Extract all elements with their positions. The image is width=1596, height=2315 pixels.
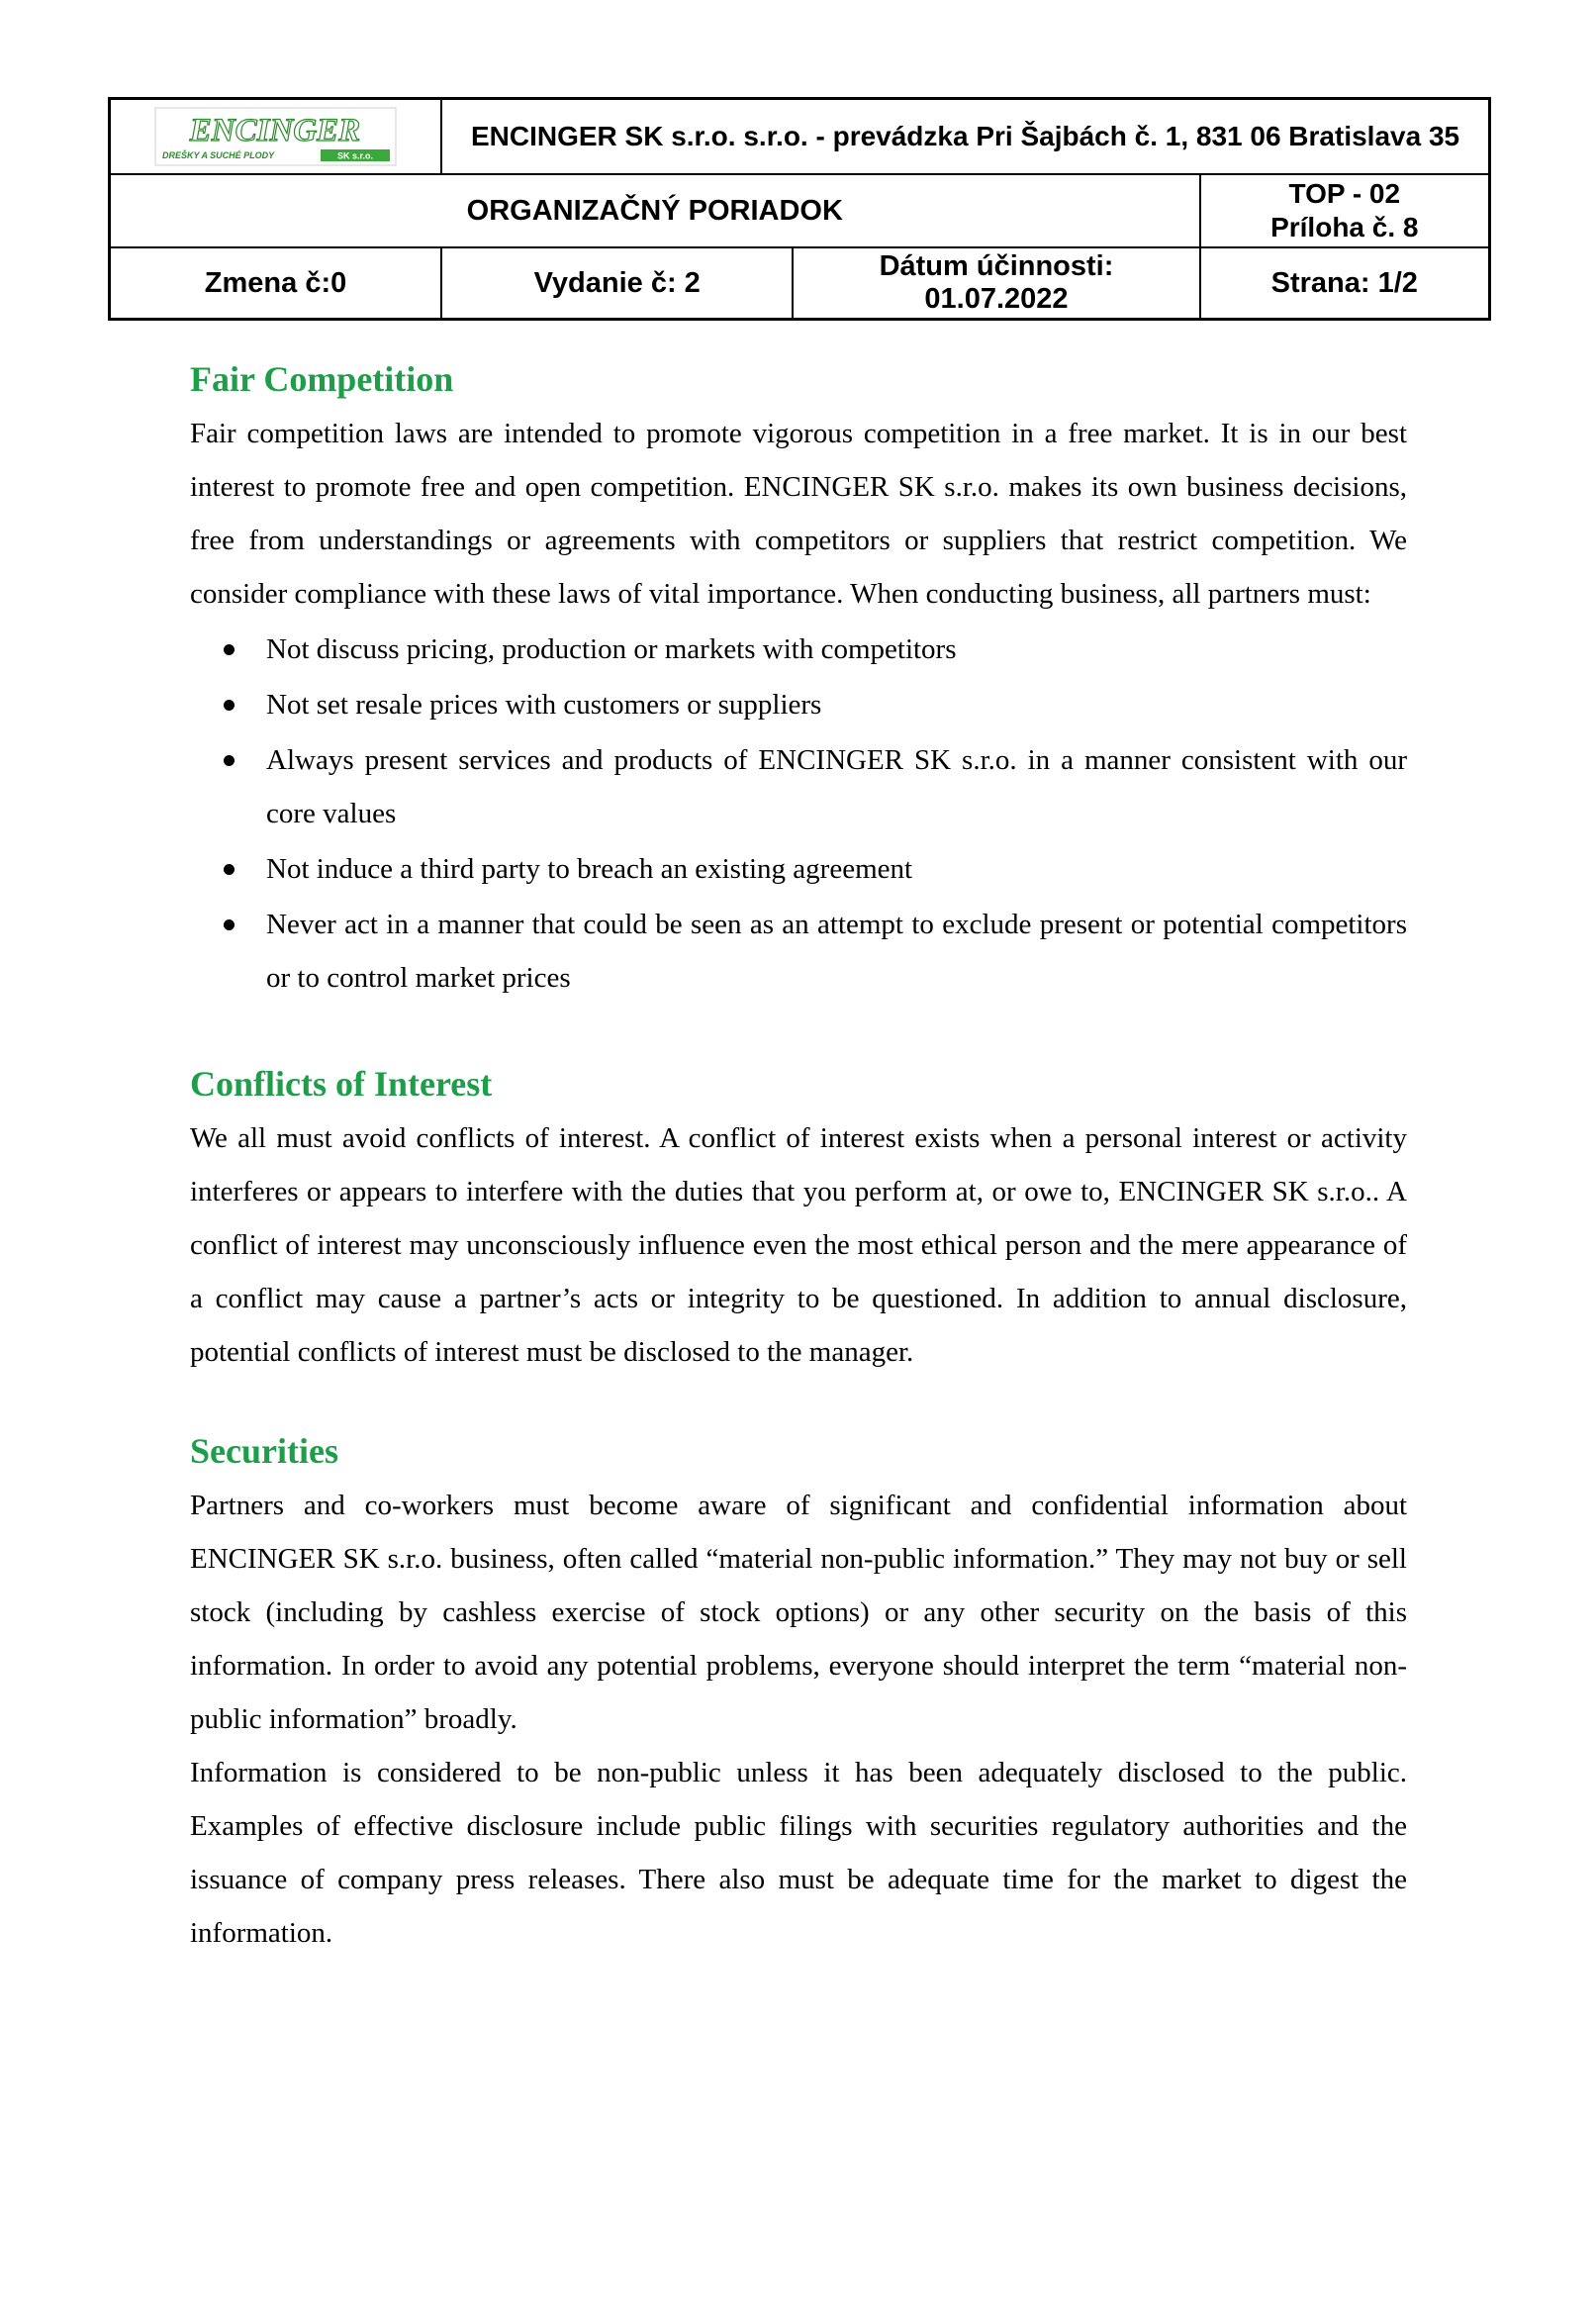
- edition-number: Vydanie č: 2: [441, 247, 793, 320]
- securities-body-2: Information is considered to be non-public unless it has been adequately disclosed to the public. Examples of effective disclosure include public filings with securities regulatory authorities and the issuance of company press releases. There also must be adequate time for the market to digest the information.: [190, 1757, 1407, 1949]
- top-code: TOP - 02: [1288, 178, 1401, 209]
- list-item: [190, 842, 1407, 896]
- heading-conflicts-of-interest: Conflicts of Interest: [190, 1064, 493, 1104]
- effective-date: 01.07.2022: [924, 283, 1069, 315]
- bullet-icon: [224, 700, 235, 711]
- securities-body-1: Partners and co-workers must become aware of significant and confidential information about ENCINGER SK s.r.o. business, often called “material non-public information.” They may not buy or sell stock (including by cashless exercise of stock options) or any other security on the basis of this information. In order to avoid any potential problems, everyone should interpret the term “material non-public information” broadly.: [190, 1490, 1407, 1735]
- fair-competition-intro: Fair competition laws are intended to promote vigorous competition in a free market. It is in our best interest to promote free and open competition. ENCINGER SK s.r.o. makes its own business decisions, free from understandings or agreements with competitors or suppliers that restrict competition. We consider compliance with these laws of vital importance. When conducting business, all partners must:: [190, 418, 1407, 610]
- attachment-number: Príloha č. 8: [1270, 212, 1419, 242]
- list-item-text: Not set resale prices with customers or suppliers: [266, 689, 822, 721]
- heading-securities: Securities: [190, 1431, 338, 1471]
- list-item: [190, 678, 1407, 731]
- encinger-logo: [154, 107, 397, 166]
- bullet-icon: [224, 864, 235, 875]
- list-item: [190, 733, 1407, 840]
- bullet-icon: [224, 919, 235, 930]
- list-item: [190, 898, 1407, 1005]
- logo-wordmark: ENCINGER: [189, 113, 361, 148]
- list-item-text: Not induce a third party to breach an existing agreement: [266, 853, 913, 885]
- bullet-icon: [224, 755, 235, 766]
- list-item-text: Always present services and products of ENCINGER SK s.r.o. in a manner consistent with our core values: [266, 744, 1407, 829]
- document-title: ORGANIZAČNÝ PORIADOK: [110, 174, 1200, 247]
- fair-competition-list: [190, 623, 1407, 1005]
- bullet-icon: [224, 644, 235, 655]
- list-item-text: Never act in a manner that could be seen as an attempt to exclude present or potential competitors or to control market prices: [266, 909, 1407, 994]
- logo-cell: [110, 99, 442, 175]
- list-item-text: Not discuss pricing, production or markets with competitors: [266, 633, 957, 665]
- document-body: [190, 351, 1407, 1960]
- document-header-table: [108, 97, 1491, 321]
- effective-date-label: Dátum účinnosti:: [879, 250, 1114, 282]
- document-code-cell: [1200, 174, 1490, 247]
- heading-fair-competition: Fair Competition: [190, 359, 454, 399]
- conflicts-of-interest-body: We all must avoid conflicts of interest. A conflict of interest exists when a personal interest or activity interferes or appears to interfere with the duties that you perform at, or owe to, ENCINGER SK s.r.o.. A conflict of interest may unconsciously influence even the most ethical person and the mere appearance of a conflict may cause a partner’s acts or integrity to be questioned. In addition to annual disclosure, potential conflicts of interest must be disclosed to the manager.: [190, 1122, 1407, 1368]
- logo-badge: SK s.r.o.: [337, 150, 374, 161]
- page-number: Strana: 1/2: [1200, 247, 1490, 320]
- list-item: [190, 623, 1407, 676]
- effective-date-cell: [793, 247, 1199, 320]
- change-number: Zmena č:0: [110, 247, 442, 320]
- company-address: ENCINGER SK s.r.o. s.r.o. - prevádzka Pri Šajbách č. 1, 831 06 Bratislava 35: [441, 99, 1489, 175]
- logo-tagline: DREŠKY A SUCHÉ PLODY: [162, 150, 275, 160]
